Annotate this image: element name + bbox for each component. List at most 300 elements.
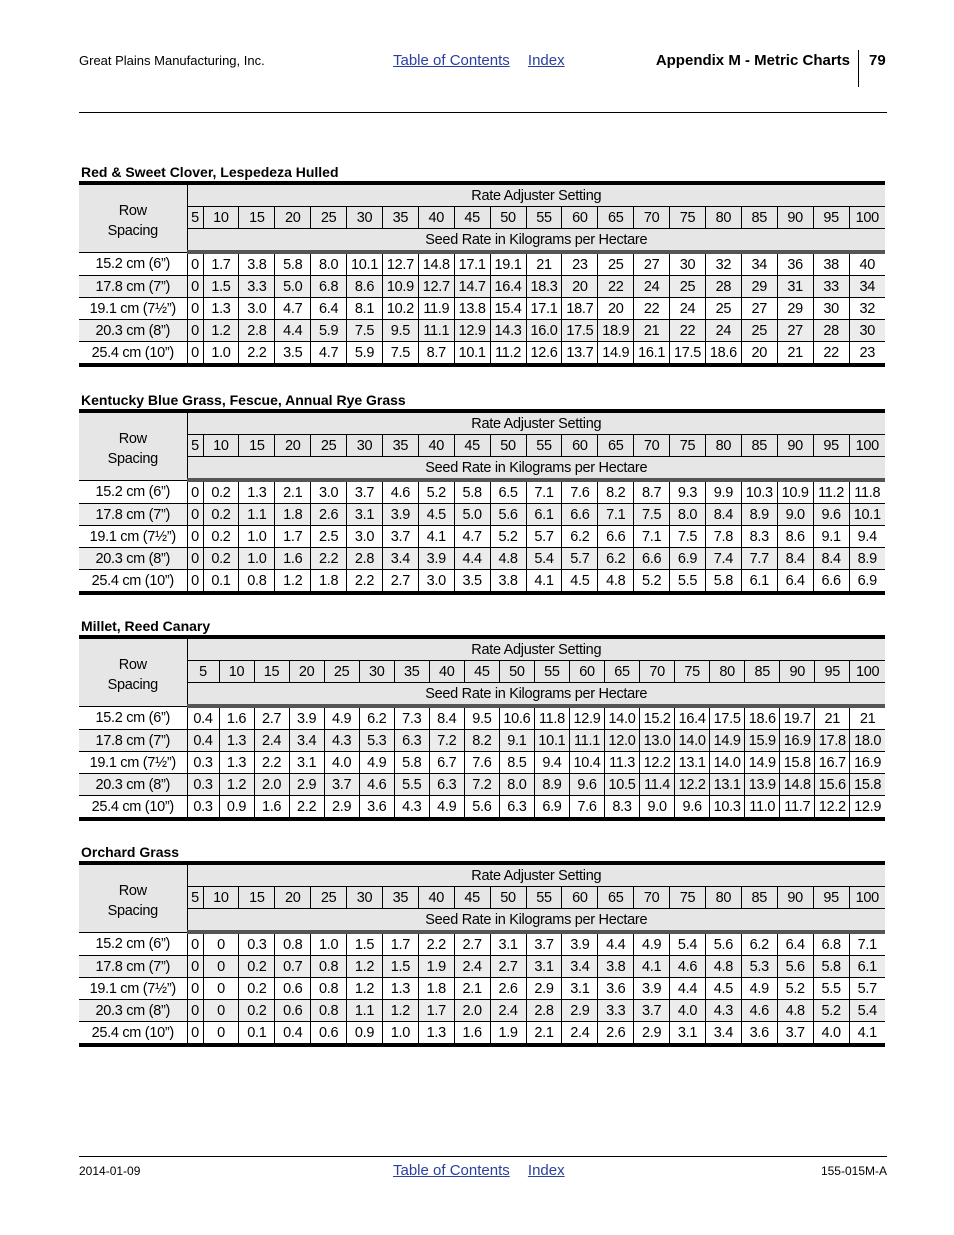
row-spacing-cell: 20.3 cm (8”) — [79, 548, 187, 570]
value-cell: 32 — [705, 252, 741, 276]
setting-cell: 35 — [382, 207, 418, 229]
value-cell: 21 — [815, 706, 850, 730]
value-cell: 2.9 — [562, 1000, 598, 1022]
value-cell: 4.4 — [454, 548, 490, 570]
value-cell: 0 — [203, 956, 239, 978]
value-cell: 0.3 — [187, 752, 219, 774]
row-spacing-cell: 20.3 cm (8”) — [79, 774, 187, 796]
table-title: Orchard Grass — [81, 844, 180, 860]
row-spacing-cell: 17.8 cm (7”) — [79, 730, 187, 752]
value-cell: 5.0 — [454, 504, 490, 526]
setting-cell: 35 — [394, 661, 429, 683]
value-cell: 32 — [849, 298, 885, 320]
value-cell: 7.1 — [598, 504, 634, 526]
value-cell: 1.3 — [239, 480, 275, 504]
value-cell: 3.4 — [562, 956, 598, 978]
value-cell: 27 — [777, 320, 813, 342]
footer-rule — [79, 1156, 887, 1157]
setting-cell: 20 — [275, 207, 311, 229]
setting-cell: 5 — [187, 435, 203, 457]
value-cell: 0.2 — [203, 526, 239, 548]
setting-cell: 60 — [562, 207, 598, 229]
value-cell: 0.6 — [311, 1022, 347, 1046]
spacing-label: Spacing — [107, 903, 158, 920]
setting-cell: 85 — [741, 435, 777, 457]
table-row — [79, 480, 885, 504]
value-cell: 4.6 — [382, 480, 418, 504]
setting-cell: 100 — [849, 887, 885, 909]
value-cell: 17.5 — [670, 342, 706, 366]
value-cell: 7.6 — [464, 752, 499, 774]
table-row — [79, 276, 885, 298]
settings-row — [79, 887, 885, 909]
value-cell: 13.7 — [562, 342, 598, 366]
value-cell: 4.6 — [670, 956, 706, 978]
value-cell: 6.6 — [634, 548, 670, 570]
value-cell: 2.1 — [454, 978, 490, 1000]
units-row — [79, 909, 885, 933]
value-cell: 2.4 — [562, 1022, 598, 1046]
setting-cell: 65 — [605, 661, 640, 683]
setting-cell: 95 — [813, 207, 849, 229]
value-cell: 14.8 — [418, 252, 454, 276]
setting-cell: 70 — [634, 887, 670, 909]
setting-cell: 30 — [347, 435, 383, 457]
value-cell: 2.7 — [490, 956, 526, 978]
value-cell: 7.5 — [670, 526, 706, 548]
value-cell: 6.1 — [741, 570, 777, 594]
rate-adjuster-header: Rate Adjuster Setting — [187, 183, 885, 207]
value-cell: 9.9 — [705, 480, 741, 504]
value-cell: 6.2 — [598, 548, 634, 570]
value-cell: 2.2 — [311, 548, 347, 570]
value-cell: 2.6 — [490, 978, 526, 1000]
value-cell: 14.3 — [490, 320, 526, 342]
value-cell: 0.3 — [187, 796, 219, 820]
value-cell: 8.5 — [499, 752, 534, 774]
value-cell: 5.7 — [526, 526, 562, 548]
value-cell: 3.0 — [239, 298, 275, 320]
value-cell: 10.1 — [849, 504, 885, 526]
value-cell: 24 — [705, 320, 741, 342]
value-cell: 13.8 — [454, 298, 490, 320]
value-cell: 4.8 — [777, 1000, 813, 1022]
setting-cell: 45 — [464, 661, 499, 683]
table-title: Red & Sweet Clover, Lespedeza Hulled — [81, 164, 339, 180]
value-cell: 5.4 — [526, 548, 562, 570]
units-row — [79, 683, 885, 707]
row-spacing-header — [79, 863, 187, 932]
value-cell: 30 — [813, 298, 849, 320]
setting-cell: 75 — [670, 435, 706, 457]
value-cell: 1.7 — [203, 252, 239, 276]
value-cell: 4.8 — [705, 956, 741, 978]
value-cell: 3.8 — [490, 570, 526, 594]
value-cell: 1.5 — [203, 276, 239, 298]
value-cell: 4.4 — [598, 932, 634, 956]
value-cell: 2.4 — [454, 956, 490, 978]
value-cell: 6.7 — [429, 752, 464, 774]
value-cell: 10.9 — [382, 276, 418, 298]
value-cell: 4.9 — [359, 752, 394, 774]
value-cell: 14.0 — [675, 730, 710, 752]
value-cell: 11.8 — [849, 480, 885, 504]
value-cell: 27 — [741, 298, 777, 320]
value-cell: 3.0 — [418, 570, 454, 594]
value-cell: 3.0 — [347, 526, 383, 548]
doc-number: 155-015M-A — [820, 1164, 887, 1178]
value-cell: 20 — [741, 342, 777, 366]
value-cell: 8.7 — [634, 480, 670, 504]
value-cell: 4.3 — [394, 796, 429, 820]
value-cell: 15.8 — [850, 774, 885, 796]
value-cell: 1.2 — [275, 570, 311, 594]
value-cell: 5.2 — [634, 570, 670, 594]
value-cell: 22 — [598, 276, 634, 298]
value-cell: 2.0 — [254, 774, 289, 796]
row-spacing-cell: 15.2 cm (6”) — [79, 252, 187, 276]
value-cell: 11.8 — [534, 706, 569, 730]
table-row — [79, 252, 885, 276]
value-cell: 2.6 — [311, 504, 347, 526]
value-cell: 3.9 — [418, 548, 454, 570]
value-cell: 20 — [598, 298, 634, 320]
value-cell: 3.6 — [359, 796, 394, 820]
value-cell: 3.9 — [562, 932, 598, 956]
value-cell: 0 — [187, 298, 203, 320]
table-row — [79, 1000, 885, 1022]
value-cell: 0 — [203, 932, 239, 956]
table-row — [79, 320, 885, 342]
table-row — [79, 342, 885, 366]
value-cell: 0 — [187, 276, 203, 298]
value-cell: 6.1 — [849, 956, 885, 978]
setting-cell: 95 — [815, 661, 850, 683]
value-cell: 7.4 — [705, 548, 741, 570]
setting-cell: 55 — [526, 207, 562, 229]
value-cell: 0.8 — [239, 570, 275, 594]
value-cell: 40 — [849, 252, 885, 276]
value-cell: 1.2 — [203, 320, 239, 342]
rate-adjuster-header: Rate Adjuster Setting — [187, 637, 885, 661]
value-cell: 21 — [526, 252, 562, 276]
setting-cell: 5 — [187, 887, 203, 909]
setting-cell: 10 — [203, 435, 239, 457]
value-cell: 17.5 — [562, 320, 598, 342]
setting-cell: 20 — [275, 887, 311, 909]
value-cell: 2.1 — [526, 1022, 562, 1046]
setting-cell: 95 — [813, 887, 849, 909]
index-link[interactable]: Index — [527, 1162, 565, 1179]
value-cell: 0.3 — [187, 774, 219, 796]
company-name: Great Plains Manufacturing, Inc. — [79, 53, 265, 68]
row-spacing-cell: 19.1 cm (7½”) — [79, 298, 187, 320]
value-cell: 11.2 — [490, 342, 526, 366]
value-cell: 1.0 — [239, 526, 275, 548]
value-cell: 6.5 — [490, 480, 526, 504]
value-cell: 1.3 — [219, 752, 254, 774]
value-cell: 7.5 — [382, 342, 418, 366]
setting-cell: 20 — [275, 435, 311, 457]
setting-cell: 90 — [780, 661, 815, 683]
value-cell: 16.4 — [675, 706, 710, 730]
setting-cell: 100 — [850, 661, 885, 683]
row-spacing-cell: 25.4 cm (10”) — [79, 796, 187, 820]
value-cell: 4.0 — [324, 752, 359, 774]
setting-cell: 100 — [849, 435, 885, 457]
value-cell: 8.0 — [499, 774, 534, 796]
value-cell: 1.3 — [418, 1022, 454, 1046]
rate-adjuster-header: Rate Adjuster Setting — [187, 863, 885, 887]
table-row — [79, 706, 885, 730]
value-cell: 1.8 — [418, 978, 454, 1000]
value-cell: 6.9 — [670, 548, 706, 570]
value-cell: 1.1 — [347, 1000, 383, 1022]
setting-cell: 50 — [490, 435, 526, 457]
setting-cell: 50 — [490, 207, 526, 229]
value-cell: 3.8 — [239, 252, 275, 276]
value-cell: 21 — [850, 706, 885, 730]
value-cell: 0 — [187, 504, 203, 526]
value-cell: 9.6 — [569, 774, 604, 796]
value-cell: 14.8 — [780, 774, 815, 796]
setting-cell: 75 — [675, 661, 710, 683]
setting-cell: 80 — [705, 435, 741, 457]
value-cell: 6.2 — [359, 706, 394, 730]
row-label: Row — [118, 657, 147, 674]
value-cell: 11.1 — [418, 320, 454, 342]
table-section — [79, 392, 885, 595]
value-cell: 6.3 — [429, 774, 464, 796]
value-cell: 5.5 — [813, 978, 849, 1000]
setting-cell: 50 — [499, 661, 534, 683]
value-cell: 4.3 — [705, 1000, 741, 1022]
setting-cell: 60 — [562, 887, 598, 909]
value-cell: 12.9 — [454, 320, 490, 342]
value-cell: 13.9 — [745, 774, 780, 796]
value-cell: 0.1 — [203, 570, 239, 594]
value-cell: 29 — [741, 276, 777, 298]
value-cell: 25 — [598, 252, 634, 276]
value-cell: 5.2 — [813, 1000, 849, 1022]
value-cell: 30 — [670, 252, 706, 276]
value-cell: 3.1 — [490, 932, 526, 956]
value-cell: 11.4 — [640, 774, 675, 796]
value-cell: 1.5 — [382, 956, 418, 978]
toc-link[interactable]: Table of Contents — [393, 1162, 510, 1179]
setting-cell: 40 — [418, 887, 454, 909]
setting-cell: 55 — [526, 435, 562, 457]
value-cell: 2.2 — [347, 570, 383, 594]
table-row — [79, 548, 885, 570]
value-cell: 3.7 — [526, 932, 562, 956]
seed-rate-header: Seed Rate in Kilograms per Hectare — [187, 229, 885, 253]
value-cell: 14.9 — [598, 342, 634, 366]
index-link[interactable]: Index — [527, 52, 565, 69]
table-title: Millet, Reed Canary — [81, 618, 211, 634]
value-cell: 2.8 — [526, 1000, 562, 1022]
value-cell: 7.5 — [347, 320, 383, 342]
value-cell: 5.6 — [464, 796, 499, 820]
row-spacing-cell: 15.2 cm (6”) — [79, 706, 187, 730]
value-cell: 16.9 — [850, 752, 885, 774]
value-cell: 4.1 — [526, 570, 562, 594]
value-cell: 0 — [187, 320, 203, 342]
value-cell: 4.5 — [705, 978, 741, 1000]
table-section — [79, 618, 885, 821]
value-cell: 4.1 — [634, 956, 670, 978]
value-cell: 2.1 — [275, 480, 311, 504]
value-cell: 8.4 — [429, 706, 464, 730]
setting-cell: 70 — [634, 435, 670, 457]
setting-cell: 80 — [705, 887, 741, 909]
toc-link[interactable]: Table of Contents — [393, 52, 510, 69]
value-cell: 5.0 — [275, 276, 311, 298]
value-cell: 9.6 — [675, 796, 710, 820]
value-cell: 34 — [849, 276, 885, 298]
value-cell: 5.3 — [741, 956, 777, 978]
value-cell: 0 — [187, 252, 203, 276]
setting-cell: 15 — [254, 661, 289, 683]
value-cell: 5.3 — [359, 730, 394, 752]
value-cell: 6.2 — [562, 526, 598, 548]
table-section — [79, 164, 885, 367]
table-row — [79, 956, 885, 978]
value-cell: 1.9 — [490, 1022, 526, 1046]
value-cell: 5.6 — [777, 956, 813, 978]
value-cell: 6.2 — [741, 932, 777, 956]
setting-cell: 45 — [454, 887, 490, 909]
value-cell: 12.6 — [526, 342, 562, 366]
value-cell: 8.4 — [705, 504, 741, 526]
table-row — [79, 774, 885, 796]
spacing-label: Spacing — [107, 677, 158, 694]
value-cell: 4.6 — [741, 1000, 777, 1022]
value-cell: 1.1 — [239, 504, 275, 526]
setting-cell: 30 — [347, 887, 383, 909]
value-cell: 3.7 — [634, 1000, 670, 1022]
value-cell: 3.7 — [347, 480, 383, 504]
value-cell: 2.6 — [598, 1022, 634, 1046]
row-spacing-cell: 25.4 cm (10”) — [79, 1022, 187, 1046]
value-cell: 0 — [187, 342, 203, 366]
value-cell: 17.1 — [526, 298, 562, 320]
value-cell: 4.9 — [324, 706, 359, 730]
value-cell: 0 — [187, 1022, 203, 1046]
value-cell: 2.2 — [289, 796, 324, 820]
value-cell: 29 — [777, 298, 813, 320]
value-cell: 10.3 — [710, 796, 745, 820]
table-row — [79, 752, 885, 774]
row-label: Row — [118, 431, 147, 448]
row-spacing-cell: 17.8 cm (7”) — [79, 276, 187, 298]
setting-cell: 85 — [745, 661, 780, 683]
value-cell: 7.2 — [429, 730, 464, 752]
value-cell: 5.8 — [705, 570, 741, 594]
table-row — [79, 298, 885, 320]
setting-cell: 75 — [670, 207, 706, 229]
value-cell: 1.2 — [347, 956, 383, 978]
row-spacing-cell: 15.2 cm (6”) — [79, 932, 187, 956]
value-cell: 3.5 — [275, 342, 311, 366]
value-cell: 27 — [634, 252, 670, 276]
value-cell: 6.9 — [849, 570, 885, 594]
value-cell: 4.8 — [490, 548, 526, 570]
table-row — [79, 570, 885, 594]
value-cell: 6.4 — [777, 570, 813, 594]
value-cell: 12.9 — [569, 706, 604, 730]
value-cell: 8.9 — [741, 504, 777, 526]
value-cell: 8.4 — [813, 548, 849, 570]
value-cell: 5.8 — [454, 480, 490, 504]
footer-links — [393, 1162, 579, 1179]
table-row — [79, 932, 885, 956]
value-cell: 2.2 — [418, 932, 454, 956]
value-cell: 21 — [634, 320, 670, 342]
value-cell: 2.9 — [324, 796, 359, 820]
value-cell: 5.8 — [813, 956, 849, 978]
setting-cell: 10 — [219, 661, 254, 683]
value-cell: 7.5 — [634, 504, 670, 526]
seed-rate-header: Seed Rate in Kilograms per Hectare — [187, 457, 885, 481]
value-cell: 23 — [562, 252, 598, 276]
value-cell: 7.6 — [569, 796, 604, 820]
value-cell: 21 — [777, 342, 813, 366]
value-cell: 15.2 — [640, 706, 675, 730]
value-cell: 4.4 — [275, 320, 311, 342]
value-cell: 9.4 — [849, 526, 885, 548]
header-row — [79, 183, 885, 207]
value-cell: 16.4 — [490, 276, 526, 298]
value-cell: 8.6 — [347, 276, 383, 298]
value-cell: 25 — [741, 320, 777, 342]
value-cell: 24 — [634, 276, 670, 298]
setting-cell: 85 — [741, 887, 777, 909]
row-spacing-header — [79, 411, 187, 480]
row-spacing-cell: 19.1 cm (7½”) — [79, 978, 187, 1000]
value-cell: 5.5 — [670, 570, 706, 594]
value-cell: 0.8 — [311, 1000, 347, 1022]
seed-rate-table — [79, 409, 885, 595]
value-cell: 1.7 — [382, 932, 418, 956]
setting-cell: 70 — [634, 207, 670, 229]
units-row — [79, 229, 885, 253]
value-cell: 3.7 — [777, 1022, 813, 1046]
value-cell: 3.7 — [324, 774, 359, 796]
value-cell: 0 — [187, 548, 203, 570]
seed-rate-table — [79, 181, 885, 367]
value-cell: 7.6 — [562, 480, 598, 504]
value-cell: 4.5 — [418, 504, 454, 526]
value-cell: 1.7 — [418, 1000, 454, 1022]
value-cell: 12.2 — [815, 796, 850, 820]
setting-cell: 95 — [813, 435, 849, 457]
value-cell: 5.4 — [670, 932, 706, 956]
value-cell: 5.7 — [562, 548, 598, 570]
value-cell: 25 — [705, 298, 741, 320]
value-cell: 8.2 — [598, 480, 634, 504]
value-cell: 1.7 — [275, 526, 311, 548]
setting-cell: 45 — [454, 207, 490, 229]
setting-cell: 90 — [777, 887, 813, 909]
row-spacing-cell: 20.3 cm (8”) — [79, 320, 187, 342]
value-cell: 5.2 — [777, 978, 813, 1000]
value-cell: 11.9 — [418, 298, 454, 320]
value-cell: 5.2 — [490, 526, 526, 548]
table-row — [79, 526, 885, 548]
value-cell: 31 — [777, 276, 813, 298]
row-spacing-cell: 17.8 cm (7”) — [79, 504, 187, 526]
